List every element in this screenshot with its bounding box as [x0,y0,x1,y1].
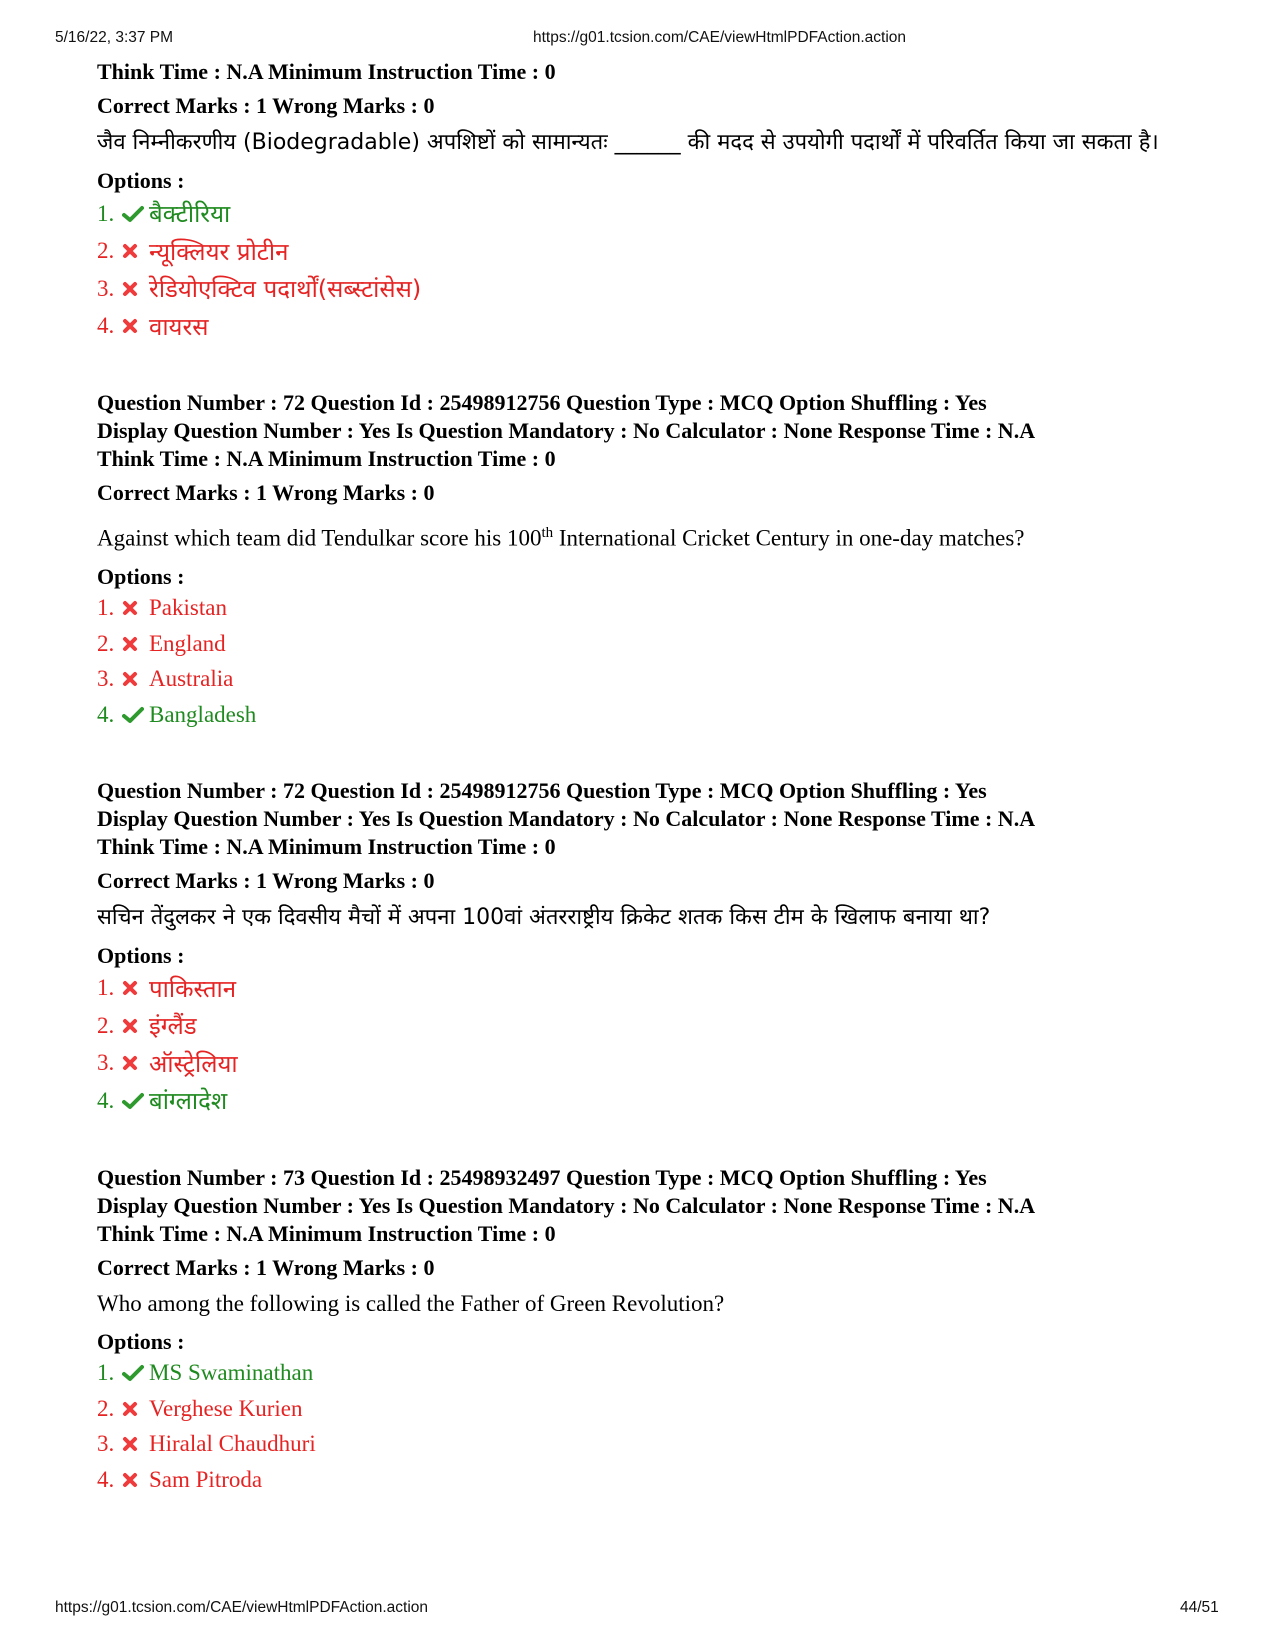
question-text: जैव निम्नीकरणीय (Biodegradable) अपशिष्टों को सामान्यतः ______ की मदद से उपयोगी पदार्थों में परिवर्तित किया जा सकता है। [97,130,1159,155]
check-icon [122,1092,149,1110]
option-item [97,626,1187,662]
option-item [97,1462,1187,1498]
document-content [97,58,1187,1498]
option-number: 4. [97,701,115,727]
check-icon [122,1364,149,1382]
option-number: 2. [97,1395,115,1421]
question-meta-line: Think Time : N.A Minimum Instruction Time : 0 [97,59,556,84]
option-number: 3. [97,275,115,301]
option-text: ऑस्ट्रेलिया [149,1049,238,1078]
options-list [97,591,1187,733]
question-meta-line: Display Question Number : Yes Is Question Mandatory : No Calculator : None Response Time : N.A [97,805,1036,831]
option-number: 1. [97,200,115,226]
option-item [97,697,1187,733]
page-number: 44/51 [1180,1599,1219,1616]
option-text: Sam Pitroda [149,1466,263,1492]
question-text: Who among the following is called the Father of Green Revolution? [97,1290,725,1316]
option-item [97,662,1187,698]
cross-icon [122,1472,149,1488]
cross-icon [122,671,149,687]
option-item [97,1007,1187,1045]
option-item [97,308,1187,346]
option-text: पाकिस्तान [149,974,237,1003]
option-item [97,270,1187,308]
option-number: 2. [97,630,115,656]
question-text: सचिन तेंदुलकर ने एक दिवसीय मैचों में अपना 100वां अंतरराष्ट्रीय क्रिकेट शतक किस टीम के खिलाफ बनाया था? [97,904,991,930]
option-text: न्यूक्लियर प्रोटीन [149,237,289,266]
question-meta-line: Think Time : N.A Minimum Instruction Time : 0 [97,1220,556,1246]
cross-icon [122,1436,149,1452]
cross-icon [122,1401,149,1417]
question-meta-line: Question Number : 73 Question Id : 25498932497 Question Type : MCQ Option Shuffling : Yes [97,1164,987,1190]
option-text: वायरस [149,312,209,341]
option-number: 3. [97,1431,115,1457]
option-number: 2. [97,1012,115,1038]
cross-icon [122,600,149,616]
cross-icon [122,980,149,996]
cross-icon [122,281,149,297]
check-icon [122,706,149,724]
question-meta-line: Display Question Number : Yes Is Question Mandatory : No Calculator : None Response Time : N.A [97,1192,1036,1218]
cross-icon [122,1018,149,1034]
print-datetime: 5/16/22, 3:37 PM [55,29,174,46]
option-text: रेडियोएक्टिव पदार्थों(सब्स्टांसेस) [149,275,422,304]
ordinal-superscript: th [541,525,554,541]
cross-icon [122,243,149,259]
option-number: 1. [97,595,115,621]
option-text: Hiralal Chaudhuri [149,1431,316,1457]
option-number: 1. [97,975,115,1001]
question-meta-line: Think Time : N.A Minimum Instruction Time : 0 [97,833,556,859]
question-marks: Correct Marks : 1 Wrong Marks : 0 [97,480,435,505]
option-number: 4. [97,313,115,339]
question-meta-line: Question Number : 72 Question Id : 25498912756 Question Type : MCQ Option Shuffling : Yes [97,390,987,415]
option-item [97,970,1187,1008]
option-item [97,1356,1187,1392]
cross-icon [122,1055,149,1071]
option-item [97,1427,1187,1463]
option-item [97,591,1187,627]
options-label: Options : [97,563,185,589]
question-marks: Correct Marks : 1 Wrong Marks : 0 [97,93,435,118]
question-block-73 [97,1164,1187,1498]
option-text: Pakistan [149,595,227,621]
question-meta-line: Think Time : N.A Minimum Instruction Time : 0 [97,446,556,471]
option-text: बैक्टीरिया [149,200,231,229]
options-list [97,195,1187,345]
option-item [97,1082,1187,1120]
print-url: https://g01.tcsion.com/CAE/viewHtmlPDFAction.action [533,29,907,46]
option-number: 3. [97,666,115,692]
cross-icon [122,318,149,334]
option-item [97,1045,1187,1083]
options-list [97,970,1187,1120]
question-block-72-en [97,389,1187,733]
cross-icon [122,636,149,652]
question-text [97,517,1187,555]
option-text: Australia [149,666,234,692]
option-text: इंग्लैंड [149,1012,197,1041]
options-label: Options : [97,1328,185,1354]
options-list [97,1356,1187,1498]
check-icon [122,205,149,223]
option-number: 4. [97,1087,115,1113]
options-label: Options : [97,168,185,193]
option-text: Bangladesh [149,701,257,727]
question-text-part: International Cricket Century in one-day matches? [553,525,1025,551]
option-text: Verghese Kurien [149,1395,303,1421]
options-label: Options : [97,942,185,968]
option-text: बांग्लादेश [149,1087,228,1116]
option-number: 2. [97,238,115,264]
option-item [97,233,1187,271]
option-number: 1. [97,1360,115,1386]
question-meta-line: Question Number : 72 Question Id : 25498912756 Question Type : MCQ Option Shuffling : Yes [97,777,987,803]
option-text: MS Swaminathan [149,1360,314,1386]
option-number: 4. [97,1466,115,1492]
question-meta-line: Display Question Number : Yes Is Question Mandatory : No Calculator : None Response Time : N.A [97,418,1036,443]
question-marks: Correct Marks : 1 Wrong Marks : 0 [97,1254,435,1280]
option-item [97,195,1187,233]
question-text-part: Against which team did Tendulkar score his 100 [97,525,542,551]
option-number: 3. [97,1050,115,1076]
option-text: England [149,630,226,656]
question-block-72-hi [97,777,1187,1120]
option-item [97,1391,1187,1427]
question-block-71 [97,58,1187,345]
footer-url: https://g01.tcsion.com/CAE/viewHtmlPDFAction.action [55,1599,429,1616]
question-marks: Correct Marks : 1 Wrong Marks : 0 [97,867,435,893]
